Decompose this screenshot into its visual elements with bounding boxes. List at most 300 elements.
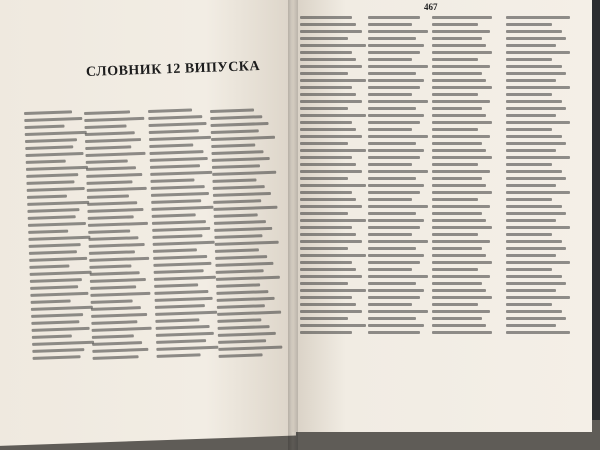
index-entry xyxy=(506,191,570,194)
index-entry xyxy=(212,164,260,169)
index-entry xyxy=(300,240,362,243)
index-entry xyxy=(28,236,90,241)
index-entry xyxy=(432,30,490,33)
index-entry xyxy=(216,269,264,274)
index-entry xyxy=(368,275,428,278)
index-entry xyxy=(368,233,412,236)
index-entry xyxy=(432,170,490,173)
index-entry xyxy=(368,296,420,299)
index-entry xyxy=(151,206,213,211)
index-entry xyxy=(432,275,490,278)
index-entry xyxy=(300,282,348,285)
index-entry xyxy=(506,303,552,306)
index-entry xyxy=(432,72,482,75)
index-entry xyxy=(300,296,352,299)
index-entry xyxy=(31,320,79,325)
index-entry xyxy=(25,152,83,157)
index-entry xyxy=(300,177,348,180)
index-entry xyxy=(154,283,198,288)
index-entry xyxy=(506,261,570,264)
index-entry xyxy=(26,180,74,185)
index-entry xyxy=(506,331,570,334)
index-entry xyxy=(213,206,277,211)
index-entry xyxy=(300,142,348,145)
index-entry xyxy=(27,195,67,199)
index-entry xyxy=(30,271,92,276)
index-entry xyxy=(368,114,424,117)
index-entry xyxy=(506,163,552,166)
index-entry xyxy=(506,275,562,278)
index-entry xyxy=(300,135,362,138)
index-entry xyxy=(368,310,428,313)
index-entry xyxy=(300,247,348,250)
index-entry xyxy=(217,318,261,323)
index-entry xyxy=(25,131,87,136)
index-entry xyxy=(368,282,416,285)
index-entry xyxy=(506,86,570,89)
index-entry xyxy=(506,30,562,33)
index-entry xyxy=(27,201,89,206)
index-entry xyxy=(26,160,66,164)
index-entry xyxy=(506,226,570,229)
index-entry xyxy=(300,184,366,187)
index-entry xyxy=(88,236,138,241)
index-entry xyxy=(210,122,268,127)
index-entry xyxy=(368,219,424,222)
index-entry xyxy=(87,187,147,192)
index-entry xyxy=(154,290,208,295)
index-entry xyxy=(214,220,266,225)
index-entry xyxy=(432,261,492,264)
index-entry xyxy=(432,128,478,131)
index-entry xyxy=(432,121,492,124)
index-entry xyxy=(218,339,266,344)
index-entry xyxy=(432,212,482,215)
index-entry xyxy=(31,306,93,311)
index-entry xyxy=(212,178,256,183)
index-entry xyxy=(88,229,130,233)
index-entry xyxy=(217,304,265,309)
index-entry xyxy=(368,254,424,257)
index-entry xyxy=(506,233,552,236)
index-entry xyxy=(26,166,88,171)
index-entry xyxy=(432,51,492,54)
index-entry xyxy=(91,313,147,318)
index-entry xyxy=(218,325,270,330)
index-entry xyxy=(506,51,570,54)
index-entry xyxy=(506,310,562,313)
index-entry xyxy=(300,170,362,173)
index-entry xyxy=(32,334,72,338)
index-entry xyxy=(368,142,416,145)
index-entry xyxy=(87,194,129,198)
index-entry xyxy=(215,262,273,267)
index-entry xyxy=(506,107,566,110)
index-entry xyxy=(300,219,366,222)
index-entry xyxy=(150,171,212,176)
index-entry xyxy=(506,296,570,299)
index-entry xyxy=(432,86,492,89)
index-entry xyxy=(92,334,134,338)
index-entry xyxy=(300,30,362,33)
index-entry xyxy=(506,128,552,131)
index-entry xyxy=(300,317,348,320)
index-entry xyxy=(213,199,261,204)
index-entry xyxy=(432,317,482,320)
index-entry xyxy=(211,150,263,155)
index-entry xyxy=(506,177,566,180)
index-entry xyxy=(432,191,492,194)
index-entry xyxy=(88,222,148,227)
index-entry xyxy=(216,283,260,288)
index-entry xyxy=(24,117,82,122)
index-entry xyxy=(368,331,420,334)
index-entry xyxy=(432,268,478,271)
index-entry xyxy=(214,213,258,218)
index-entry xyxy=(506,247,566,250)
index-entry xyxy=(85,152,145,157)
index-entry xyxy=(212,171,276,176)
index-entry xyxy=(153,262,211,267)
index-entry xyxy=(300,72,348,75)
index-entry xyxy=(368,135,428,138)
index-entry xyxy=(506,254,556,257)
index-entry xyxy=(300,205,362,208)
index-entry xyxy=(91,299,133,303)
index-entry xyxy=(368,226,420,229)
index-entry xyxy=(506,317,566,320)
index-entry xyxy=(213,185,265,190)
index-entry xyxy=(215,241,279,246)
index-entry xyxy=(368,79,424,82)
index-entry xyxy=(153,255,207,260)
index-entry xyxy=(368,170,428,173)
index-entry xyxy=(215,255,267,260)
index-entry xyxy=(150,178,194,183)
index-entry xyxy=(368,198,412,201)
index-entry xyxy=(506,121,570,124)
index-entry xyxy=(432,100,490,103)
index-entry xyxy=(506,135,562,138)
index-entry xyxy=(91,306,141,311)
index-entry xyxy=(506,142,566,145)
index-entry xyxy=(368,58,412,61)
index-entry xyxy=(25,138,77,143)
index-entry xyxy=(300,226,352,229)
index-entry xyxy=(300,65,362,68)
index-entry xyxy=(432,177,482,180)
index-entry xyxy=(155,304,205,309)
index-entry xyxy=(26,173,78,178)
index-entry xyxy=(432,114,486,117)
index-entry xyxy=(432,240,490,243)
index-entry xyxy=(368,317,416,320)
index-entry xyxy=(300,303,356,306)
index-entry xyxy=(24,110,72,115)
index-entry xyxy=(300,191,352,194)
index-entry xyxy=(368,37,416,40)
index-entry xyxy=(153,248,197,253)
index-entry xyxy=(300,44,366,47)
book-gutter xyxy=(288,0,298,450)
index-entry xyxy=(156,332,214,337)
index-entry xyxy=(85,131,135,136)
index-entry xyxy=(300,324,366,327)
index-entry xyxy=(148,122,206,127)
index-entry xyxy=(300,275,362,278)
index-entry xyxy=(506,205,562,208)
index-entry xyxy=(88,215,134,220)
index-entry xyxy=(506,44,556,47)
index-entry xyxy=(368,184,424,187)
index-entry xyxy=(87,201,137,206)
index-entry xyxy=(91,320,137,325)
index-entry xyxy=(150,164,200,169)
index-entry xyxy=(211,136,275,141)
index-entry xyxy=(506,16,570,19)
index-entry xyxy=(506,100,562,103)
index-entry xyxy=(368,72,416,75)
index-entry xyxy=(300,289,366,292)
index-entry xyxy=(300,331,352,334)
index-entry xyxy=(151,199,201,204)
index-entry xyxy=(506,93,552,96)
index-entry xyxy=(24,125,64,129)
index-entry xyxy=(300,310,362,313)
index-entry xyxy=(27,208,79,213)
index-entry xyxy=(368,191,420,194)
index-entry xyxy=(368,149,424,152)
index-entry xyxy=(28,222,86,227)
index-entry xyxy=(368,156,420,159)
index-entry xyxy=(30,278,82,283)
index-entry xyxy=(90,292,150,297)
index-entry xyxy=(368,121,420,124)
index-entry xyxy=(31,299,71,303)
index-entry xyxy=(300,37,348,40)
index-entry xyxy=(300,51,352,54)
index-entry xyxy=(432,107,482,110)
index-entry xyxy=(506,282,566,285)
index-entry xyxy=(92,341,142,346)
index-entry xyxy=(210,108,254,113)
index-entry xyxy=(368,268,412,271)
index-entry xyxy=(85,138,141,143)
index-entry xyxy=(506,324,556,327)
index-entry xyxy=(432,226,492,229)
index-entry xyxy=(506,184,556,187)
index-entry xyxy=(368,303,412,306)
index-entry xyxy=(89,257,149,262)
index-entry xyxy=(86,180,132,185)
index-entry xyxy=(29,250,77,255)
index-entry xyxy=(30,285,78,290)
index-entry xyxy=(25,145,73,150)
index-entry xyxy=(432,324,486,327)
index-entry xyxy=(432,156,492,159)
index-entry xyxy=(432,331,492,334)
index-entry xyxy=(217,311,281,316)
index-entry xyxy=(210,115,262,120)
index-entry xyxy=(368,93,412,96)
index-entry xyxy=(432,296,492,299)
index-entry xyxy=(368,100,428,103)
index-entry xyxy=(506,37,566,40)
index-entry xyxy=(506,219,556,222)
index-entry xyxy=(432,219,486,222)
index-entry xyxy=(300,23,356,26)
index-entry xyxy=(154,269,204,274)
index-entry xyxy=(432,184,486,187)
index-entry xyxy=(432,16,492,19)
index-entry xyxy=(506,198,552,201)
index-entry xyxy=(28,215,76,220)
index-entry xyxy=(432,79,486,82)
index-entry xyxy=(506,268,552,271)
page-number: 467 xyxy=(424,2,438,12)
index-entry xyxy=(214,234,262,239)
index-entry xyxy=(368,51,420,54)
index-entry xyxy=(506,65,562,68)
index-entry xyxy=(368,44,424,47)
index-entry xyxy=(300,212,348,215)
index-entry xyxy=(368,86,420,89)
index-entry xyxy=(368,289,424,292)
index-entry xyxy=(506,149,556,152)
index-entry xyxy=(149,143,193,148)
index-entry xyxy=(432,163,478,166)
index-entry xyxy=(156,339,206,344)
index-entry xyxy=(432,205,490,208)
index-entry xyxy=(89,264,131,268)
index-entry xyxy=(32,341,94,346)
index-entry xyxy=(151,192,209,197)
index-entry xyxy=(84,110,130,115)
index-entry xyxy=(300,79,366,82)
index-entry xyxy=(86,160,128,164)
index-column xyxy=(300,16,366,334)
index-entry xyxy=(32,327,90,332)
index-entry xyxy=(368,23,412,26)
index-entry xyxy=(156,346,218,351)
index-entry xyxy=(368,163,412,166)
index-entry xyxy=(90,285,136,290)
index-entry xyxy=(300,58,356,61)
index-entry xyxy=(300,100,362,103)
index-entry xyxy=(368,247,416,250)
index-entry xyxy=(92,348,148,353)
index-entry xyxy=(432,58,478,61)
index-entry xyxy=(506,240,562,243)
index-entry xyxy=(300,128,356,131)
index-entry xyxy=(28,230,68,234)
index-column xyxy=(432,16,492,334)
index-entry xyxy=(300,114,366,117)
index-entry xyxy=(432,65,490,68)
index-entry xyxy=(150,157,208,162)
index-entry xyxy=(216,276,280,281)
index-entry xyxy=(213,192,271,197)
index-entry xyxy=(432,135,490,138)
index-entry xyxy=(149,129,199,134)
index-entry xyxy=(432,310,490,313)
index-entry xyxy=(300,121,352,124)
index-entry xyxy=(155,297,213,302)
index-entry xyxy=(92,327,152,332)
index-entry xyxy=(300,16,352,19)
index-entry xyxy=(84,125,126,129)
index-entry xyxy=(31,313,83,318)
index-entry xyxy=(151,185,205,190)
index-entry xyxy=(368,261,420,264)
index-entry xyxy=(300,261,352,264)
index-entry xyxy=(432,233,478,236)
index-entry xyxy=(506,114,556,117)
index-entry xyxy=(90,278,146,283)
index-entry xyxy=(506,289,556,292)
index-entry xyxy=(153,241,215,246)
index-entry xyxy=(300,268,356,271)
index-entry xyxy=(152,220,206,225)
index-entry xyxy=(155,311,217,316)
index-entry xyxy=(432,303,478,306)
index-entry xyxy=(85,145,131,150)
index-entry xyxy=(149,136,211,141)
index-entry xyxy=(156,325,210,330)
index-entry xyxy=(148,115,202,120)
index-entry xyxy=(300,233,356,236)
index-entry xyxy=(29,257,87,262)
index-entry xyxy=(368,212,416,215)
index-entry xyxy=(29,265,69,269)
index-entry xyxy=(506,79,556,82)
index-entry xyxy=(216,290,268,295)
index-entry xyxy=(29,243,81,248)
index-entry xyxy=(432,247,482,250)
section-heading: СЛОВНИК 12 ВИПУСКА xyxy=(85,58,261,81)
index-entry xyxy=(86,173,142,178)
index-entry xyxy=(89,250,135,255)
index-column xyxy=(210,108,283,358)
index-entry xyxy=(148,108,192,113)
index-entry xyxy=(432,142,482,145)
index-entry xyxy=(368,16,420,19)
index-entry xyxy=(506,156,570,159)
index-entry xyxy=(368,107,416,110)
index-entry xyxy=(300,86,352,89)
index-entry xyxy=(300,149,366,152)
index-entry xyxy=(300,163,356,166)
index-entry xyxy=(368,240,428,243)
index-column xyxy=(24,110,95,360)
index-entry xyxy=(368,30,428,33)
index-entry xyxy=(368,177,416,180)
index-entry xyxy=(212,157,270,162)
index-entry xyxy=(152,213,196,218)
index-entry xyxy=(30,292,88,297)
index-entry xyxy=(27,187,85,192)
index-entry xyxy=(506,170,562,173)
index-entry xyxy=(215,248,259,253)
index-entry xyxy=(90,271,140,276)
index-entry xyxy=(432,93,478,96)
index-entry xyxy=(217,297,275,302)
index-entry xyxy=(86,166,136,171)
index-entry xyxy=(155,318,199,323)
index-entry xyxy=(506,212,566,215)
index-entry xyxy=(89,243,145,248)
index-entry xyxy=(506,23,552,26)
